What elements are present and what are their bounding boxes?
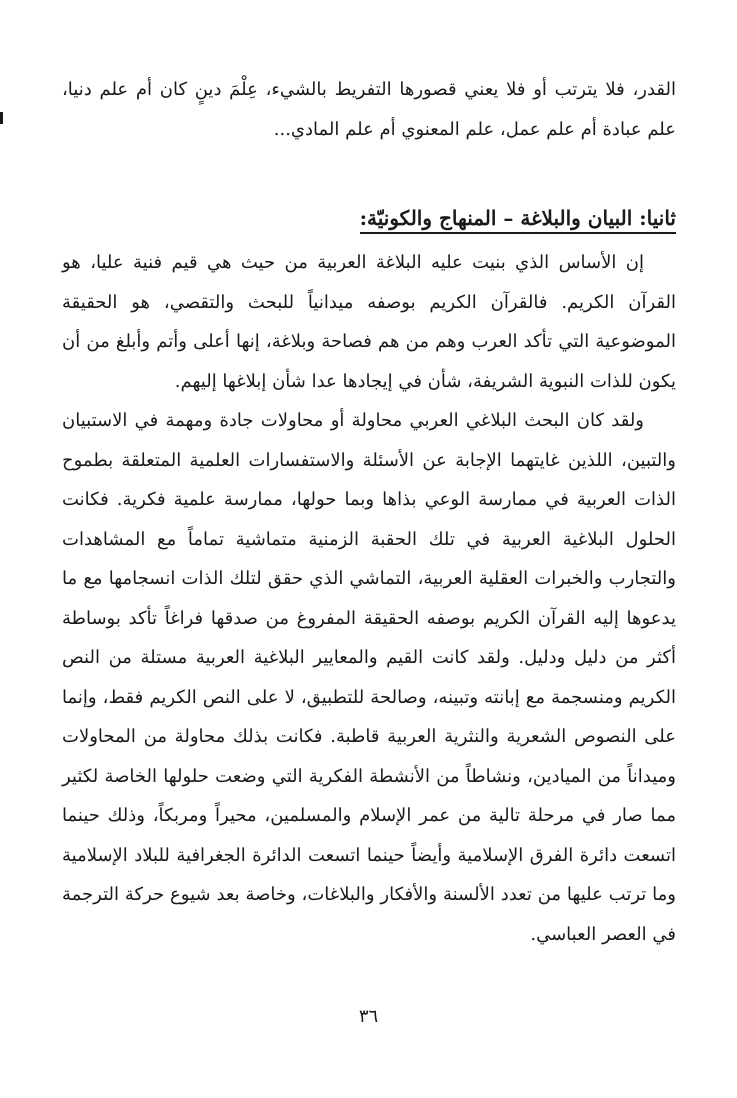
paragraph-continuation: القدر، فلا يترتب أو فلا يعني قصورها التفريط بالشيء، عِلْمَ دينٍ كان أم علم دنيا، علم عبادة أم علم عمل، علم المعنوي أم علم المادي...: [62, 79, 676, 140]
page-body: [62, 70, 676, 954]
page-number: ٣٦: [358, 1006, 379, 1027]
paragraph-quran-foundation: إن الأساس الذي بنيت عليه البلاغة العربية من حيث هي قيم فنية عليا، هو القرآن الكريم. فالقرآن الكريم بوصفه ميدانياً للبحث والتقصي، هو الحقيقة الموضوعية التي تأكد العرب وهم من هم فصاحة وبلاغة، إنها أعلى وأتم وأبلغ من أن يكون للذات النبوية الشريفة، شأن في إيجادها عدا شأن إبلاغها إليهم.: [62, 252, 676, 392]
paragraph-rhetorical-research: ولقد كان البحث البلاغي العربي محاولة أو محاولات جادة ومهمة في الاستبيان والتبين، اللذين غايتهما الإجابة عن الأسئلة والاستفسارات العلمية المتعلقة بطموح الذات العربية في ممارسة الوعي بذاها وبما حولها، ممارسة علمية فكرية. فكانت الحلول البلاغية العربية في تلك الحقبة الزمنية متماشية تماماً مع المشاهدات والتجارب والخبرات العقلية العربية، التماشي الذي حقق لتلك الذات انسجامها مع ما يدعوها إليه القرآن الكريم بوصفه الحقيقة المفروغ من صدقها فراغاً تأكد بوساطة أكثر من دليل ودليل. ولقد كانت القيم والمعايير البلاغية العربية مستلة من النص الكريم ومنسجمة مع إبانته وتبينه، وصالحة للتطبيق، لا على النص الكريم فقط، وإنما على النصوص الشعرية والنثرية العربية قاطبة. فكانت بذلك محاولة من المحاولات وميداناً من الميادين، ونشاطاً من الأنشطة الفكرية التي وضعت حلولها الخاصة لكثير مما صار في مرحلة تالية من عمر الإسلام والمسلمين، محيراً ومربكاً، وذلك حينما اتسعت دائرة الفرق الإسلامية وأيضاً حينما اتسعت الدائرة الجغرافية للبلاد الإسلامية وما ترتب عليها من تعدد الألسنة والأفكار والبلاغات، وخاصة بعد شيوع حركة الترجمة في العصر العباسي.: [62, 410, 676, 945]
section-heading-text: ثانيا: البيان والبلاغة – المنهاج والكونيّة:: [360, 206, 676, 234]
section-heading: [62, 193, 676, 243]
margin-mark: [0, 112, 3, 124]
